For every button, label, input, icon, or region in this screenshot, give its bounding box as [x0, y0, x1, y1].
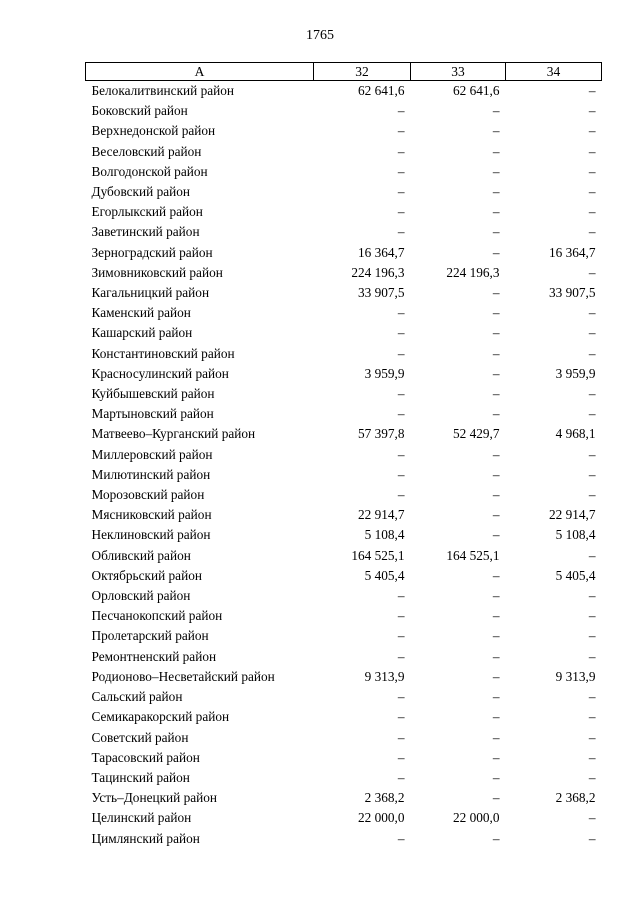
table-row: [86, 142, 602, 162]
value-cell-col-32: –: [397, 628, 405, 644]
value-cell-col-32: –: [397, 689, 405, 705]
table-row: [86, 808, 602, 828]
value-cell-col-32: –: [397, 769, 405, 785]
district-name-cell: Целинский район: [91, 810, 192, 826]
table-header: [86, 63, 602, 81]
table-row: [86, 344, 602, 364]
value-cell-col-33: –: [492, 305, 500, 321]
value-cell-col-34: 2 368,2: [555, 790, 596, 806]
value-cell-col-34: –: [588, 749, 596, 765]
value-cell-col-32: –: [397, 305, 405, 321]
table-row: [86, 788, 602, 808]
value-cell-col-34: –: [588, 204, 596, 220]
value-cell-col-34: –: [588, 830, 596, 846]
table-row: [86, 485, 602, 505]
value-cell-col-33: –: [492, 729, 500, 745]
value-cell-col-33: 52 429,7: [452, 426, 500, 442]
value-cell-col-32: –: [397, 123, 405, 139]
value-cell-col-33: –: [492, 103, 500, 119]
value-cell-col-32: –: [397, 446, 405, 462]
value-cell-col-33: –: [492, 406, 500, 422]
value-cell-col-34: –: [588, 143, 596, 159]
value-cell-col-33: –: [492, 325, 500, 341]
value-cell-col-34: –: [588, 588, 596, 604]
value-cell-col-33: 164 525,1: [446, 547, 500, 563]
value-cell-col-33: –: [492, 244, 500, 260]
table-row: [86, 222, 602, 242]
value-cell-col-34: 3 959,9: [555, 365, 596, 381]
table-row: [86, 283, 602, 303]
district-name-cell: Обливский район: [91, 547, 191, 563]
value-cell-col-33: –: [492, 386, 500, 402]
value-cell-col-32: 9 313,9: [364, 668, 405, 684]
district-name-cell: Зерноградский район: [91, 244, 213, 260]
table-row: [86, 606, 602, 626]
table-row: [86, 687, 602, 707]
header-row: [86, 63, 602, 81]
value-cell-col-32: 33 907,5: [357, 285, 405, 301]
header-cell-a: А: [86, 63, 314, 81]
district-name-cell: Константиновский район: [91, 345, 235, 361]
value-cell-col-34: –: [588, 386, 596, 402]
value-cell-col-34: –: [588, 184, 596, 200]
table-row: [86, 586, 602, 606]
table-row: [86, 525, 602, 545]
table-row: [86, 182, 602, 202]
value-cell-col-34: –: [588, 487, 596, 503]
district-name-cell: Советский район: [91, 729, 189, 745]
table-row: [86, 667, 602, 687]
page-number: 1765: [306, 28, 334, 43]
value-cell-col-34: –: [588, 264, 596, 280]
value-cell-col-33: –: [492, 446, 500, 462]
table-row: [86, 323, 602, 343]
table-row: [86, 303, 602, 323]
value-cell-col-34: 4 968,1: [555, 426, 596, 442]
value-cell-col-32: –: [397, 729, 405, 745]
value-cell-col-33: –: [492, 608, 500, 624]
district-name-cell: Куйбышевский район: [91, 386, 215, 402]
value-cell-col-33: –: [492, 830, 500, 846]
table-row: [86, 243, 602, 263]
value-cell-col-33: –: [492, 668, 500, 684]
value-cell-col-33: –: [492, 689, 500, 705]
value-cell-col-32: –: [397, 325, 405, 341]
value-cell-col-34: –: [588, 123, 596, 139]
district-name-cell: Дубовский район: [91, 184, 191, 200]
table-row: [86, 647, 602, 667]
district-name-cell: Тацинский район: [91, 769, 190, 785]
table-row: [86, 626, 602, 646]
value-cell-col-34: –: [588, 466, 596, 482]
table-row: [86, 728, 602, 748]
header-cell-33: 33: [411, 63, 506, 81]
value-cell-col-32: 16 364,7: [357, 244, 405, 260]
district-name-cell: Верхнедонской район: [91, 123, 216, 139]
value-cell-col-33: 62 641,6: [452, 83, 500, 98]
value-cell-col-34: –: [588, 163, 596, 179]
value-cell-col-34: –: [588, 769, 596, 785]
district-name-cell: Кашарский район: [91, 325, 193, 341]
table-row: [86, 364, 602, 384]
district-name-cell: Тарасовский район: [91, 749, 200, 765]
value-cell-col-33: –: [492, 648, 500, 664]
value-cell-col-32: 22 000,0: [357, 810, 405, 826]
value-cell-col-32: –: [397, 709, 405, 725]
district-name-cell: Боковский район: [91, 103, 188, 119]
table-row: [86, 445, 602, 465]
value-cell-col-32: –: [397, 224, 405, 240]
value-cell-col-34: –: [588, 547, 596, 563]
district-name-cell: Белокалитвинский район: [91, 83, 235, 98]
table-row: [86, 121, 602, 141]
value-cell-col-33: –: [492, 790, 500, 806]
table-row: [86, 505, 602, 525]
table-body: [86, 81, 602, 849]
value-cell-col-32: 57 397,8: [357, 426, 405, 442]
value-cell-col-34: –: [588, 446, 596, 462]
value-cell-col-32: –: [397, 143, 405, 159]
value-cell-col-33: 224 196,3: [446, 264, 500, 280]
value-cell-col-33: –: [492, 163, 500, 179]
value-cell-col-34: –: [588, 729, 596, 745]
district-name-cell: Веселовский район: [91, 143, 202, 159]
district-name-cell: Родионово–Несветайский район: [91, 668, 275, 684]
district-name-cell: Миллеровский район: [91, 446, 213, 462]
value-cell-col-32: 224 196,3: [351, 264, 405, 280]
value-cell-col-32: –: [397, 588, 405, 604]
value-cell-col-33: –: [492, 345, 500, 361]
value-cell-col-34: –: [588, 325, 596, 341]
table-row: [86, 768, 602, 788]
value-cell-col-32: –: [397, 648, 405, 664]
value-cell-col-32: 5 405,4: [364, 567, 405, 583]
value-cell-col-34: –: [588, 608, 596, 624]
table-row: [86, 424, 602, 444]
value-cell-col-32: –: [397, 386, 405, 402]
district-name-cell: Семикаракорский район: [91, 709, 230, 725]
value-cell-col-32: 164 525,1: [351, 547, 405, 563]
table-row: [86, 202, 602, 222]
district-name-cell: Матвеево–Курганский район: [91, 426, 256, 442]
value-cell-col-32: 62 641,6: [357, 83, 405, 98]
value-cell-col-32: –: [397, 608, 405, 624]
district-name-cell: Егорлыкский район: [91, 204, 203, 220]
value-cell-col-34: –: [588, 709, 596, 725]
value-cell-col-32: –: [397, 204, 405, 220]
district-name-cell: Усть–Донецкий район: [91, 790, 218, 806]
table-row: [86, 748, 602, 768]
district-name-cell: Октябрьский район: [91, 567, 202, 583]
value-cell-col-34: –: [588, 628, 596, 644]
value-cell-col-34: 5 108,4: [555, 527, 596, 543]
district-name-cell: Неклиновский район: [91, 527, 211, 543]
value-cell-col-32: –: [397, 163, 405, 179]
value-cell-col-34: 9 313,9: [555, 668, 596, 684]
value-cell-col-32: –: [397, 103, 405, 119]
district-name-cell: Цимлянский район: [91, 830, 200, 846]
value-cell-col-33: –: [492, 567, 500, 583]
value-cell-col-32: –: [397, 487, 405, 503]
value-cell-col-32: –: [397, 830, 405, 846]
district-name-cell: Зимовниковский район: [91, 264, 223, 280]
value-cell-col-33: –: [492, 285, 500, 301]
value-cell-col-34: 22 914,7: [548, 507, 596, 523]
table-row: [86, 465, 602, 485]
table-row: [86, 81, 602, 102]
header-cell-32: 32: [314, 63, 411, 81]
value-cell-col-34: –: [588, 345, 596, 361]
value-cell-col-34: –: [588, 103, 596, 119]
value-cell-col-33: –: [492, 466, 500, 482]
value-cell-col-32: 3 959,9: [364, 365, 405, 381]
value-cell-col-33: –: [492, 143, 500, 159]
value-cell-col-34: –: [588, 83, 596, 98]
value-cell-col-33: –: [492, 487, 500, 503]
value-cell-col-34: –: [588, 305, 596, 321]
district-name-cell: Мартыновский район: [91, 406, 214, 422]
value-cell-col-32: –: [397, 406, 405, 422]
value-cell-col-33: –: [492, 507, 500, 523]
value-cell-col-34: –: [588, 406, 596, 422]
value-cell-col-34: –: [588, 689, 596, 705]
value-cell-col-32: –: [397, 749, 405, 765]
value-cell-col-33: –: [492, 365, 500, 381]
value-cell-col-33: –: [492, 527, 500, 543]
value-cell-col-33: –: [492, 588, 500, 604]
district-name-cell: Песчанокопский район: [91, 608, 223, 624]
value-cell-col-34: 5 405,4: [555, 567, 596, 583]
table-row: [86, 384, 602, 404]
district-name-cell: Морозовский район: [91, 487, 205, 503]
value-cell-col-33: –: [492, 749, 500, 765]
value-cell-col-34: –: [588, 810, 596, 826]
district-name-cell: Красносулинский район: [91, 365, 229, 381]
value-cell-col-32: –: [397, 184, 405, 200]
value-cell-col-33: –: [492, 204, 500, 220]
table-row: [86, 707, 602, 727]
value-cell-col-33: –: [492, 769, 500, 785]
value-cell-col-34: 33 907,5: [548, 285, 596, 301]
district-name-cell: Каменский район: [91, 305, 191, 321]
district-name-cell: Пролетарский район: [91, 628, 209, 644]
value-cell-col-32: –: [397, 345, 405, 361]
table-row: [86, 263, 602, 283]
value-cell-col-32: –: [397, 466, 405, 482]
value-cell-col-33: 22 000,0: [452, 810, 500, 826]
table-row: [86, 829, 602, 849]
district-name-cell: Кагальницкий район: [91, 285, 210, 301]
district-name-cell: Сальский район: [91, 689, 183, 705]
district-name-cell: Мясниковский район: [91, 507, 212, 523]
budget-table: [85, 62, 602, 849]
value-cell-col-32: 22 914,7: [357, 507, 405, 523]
table-row: [86, 404, 602, 424]
table-row: [86, 162, 602, 182]
value-cell-col-32: 5 108,4: [364, 527, 405, 543]
value-cell-col-34: 16 364,7: [548, 244, 596, 260]
table-row: [86, 566, 602, 586]
table-row: [86, 101, 602, 121]
value-cell-col-33: –: [492, 709, 500, 725]
district-name-cell: Орловский район: [91, 588, 191, 604]
district-name-cell: Волгодонской район: [91, 163, 208, 179]
value-cell-col-33: –: [492, 224, 500, 240]
table-row: [86, 546, 602, 566]
district-name-cell: Заветинский район: [91, 224, 200, 240]
district-name-cell: Милютинский район: [91, 466, 211, 482]
value-cell-col-33: –: [492, 628, 500, 644]
value-cell-col-32: 2 368,2: [364, 790, 405, 806]
value-cell-col-33: –: [492, 184, 500, 200]
value-cell-col-34: –: [588, 648, 596, 664]
value-cell-col-34: –: [588, 224, 596, 240]
header-cell-34: 34: [506, 63, 602, 81]
district-name-cell: Ремонтненский район: [91, 648, 217, 664]
value-cell-col-33: –: [492, 123, 500, 139]
